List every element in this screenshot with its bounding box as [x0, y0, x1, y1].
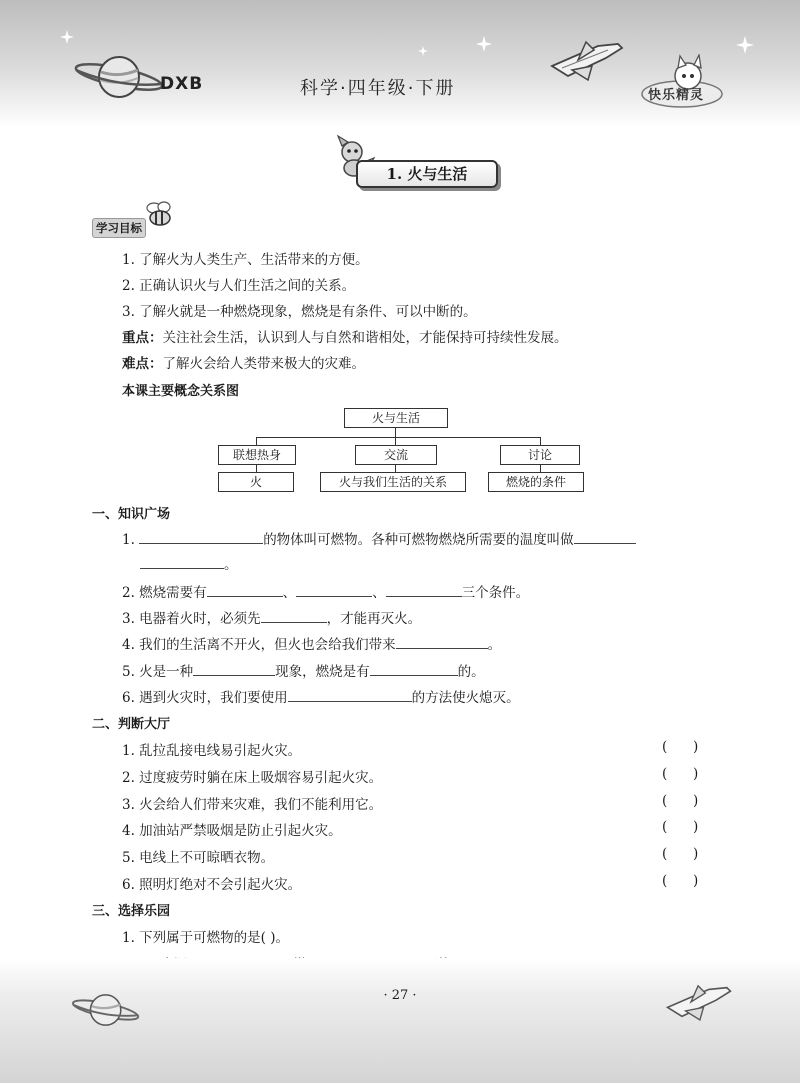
answer-blank[interactable]: [140, 556, 224, 569]
connector-line: [256, 465, 257, 472]
concept-leaf: 火与我们生活的关系: [320, 472, 466, 492]
fill-question-1: [122, 528, 636, 548]
concept-branch: 讨论: [500, 445, 580, 465]
connector-line: [256, 437, 541, 438]
fill-question-3: [122, 607, 421, 627]
question-text: 6. 遇到火灾时，我们要使用: [122, 690, 288, 706]
question-text: 现象，燃烧是有: [275, 664, 370, 680]
question-text: 三个条件。: [461, 585, 530, 601]
question-text: ，才能再灭火。: [326, 611, 422, 627]
answer-blank[interactable]: [574, 531, 636, 544]
question-text: 5. 火是一种: [122, 664, 194, 680]
connector-line: [395, 465, 396, 472]
question-text: 4. 我们的生活离不开火，但火也会给我们带来: [122, 637, 396, 653]
answer-blank[interactable]: [139, 531, 263, 544]
difficulty-text: 了解火会给人类带来极大的灾难。: [162, 356, 365, 372]
learning-goals-tag: 学习目标: [92, 218, 146, 238]
question-text: 的。: [457, 664, 485, 680]
answer-blank[interactable]: [193, 663, 275, 676]
fill-question-4: [122, 633, 501, 653]
separator: 、: [282, 585, 297, 601]
connector-line: [256, 437, 257, 445]
answer-parentheses[interactable]: ( ): [662, 846, 699, 862]
judgment-item: 1. 乱拉乱接电线易引起火灾。: [122, 743, 302, 759]
judgment-item: 6. 照明灯绝对不会引起火灾。: [122, 877, 302, 893]
concept-map-title: 本课主要概念关系图: [122, 384, 240, 399]
answer-blank[interactable]: [261, 610, 327, 623]
answer-blank[interactable]: [370, 663, 458, 676]
answer-blank[interactable]: [386, 584, 462, 597]
question-text: 2. 燃烧需要有: [122, 585, 207, 601]
fill-question-2: [122, 581, 529, 601]
section-title-judgment: 二、判断大厅: [92, 717, 171, 732]
goal-item: 2. 正确认识火与人们生活之间的关系。: [122, 278, 356, 294]
connector-line: [395, 437, 396, 445]
question-number: 1.: [122, 532, 135, 548]
choice-question: 1. 下列属于可燃物的是( )。: [122, 930, 289, 946]
sparkle-icon: [736, 36, 754, 54]
question-text: 的方法使火熄灭。: [411, 690, 520, 706]
connector-line: [540, 437, 541, 445]
answer-parentheses[interactable]: ( ): [662, 819, 699, 835]
concept-root: 火与生活: [344, 408, 448, 428]
connector-line: [395, 428, 396, 437]
answer-blank[interactable]: [296, 584, 372, 597]
separator: 、: [372, 585, 386, 601]
key-point-label: 重点：: [122, 330, 163, 346]
answer-blank[interactable]: [396, 636, 488, 649]
planet-icon: [72, 48, 167, 106]
difficulty-point: [122, 352, 365, 372]
key-point: [122, 326, 568, 346]
concept-leaf: 火: [218, 472, 294, 492]
page-number: · 27 ·: [383, 988, 417, 1003]
question-text: 。: [224, 557, 238, 573]
sparkle-icon: [476, 36, 492, 52]
space-shuttle-icon: [548, 36, 626, 84]
lesson-title: 1. 火与生活: [356, 160, 498, 188]
fill-question-6: [122, 686, 520, 706]
brand-code: DXB: [160, 74, 204, 94]
goal-item: 3. 了解火就是一种燃烧现象，燃烧是有条件、可以中断的。: [122, 304, 477, 320]
logo-text: 快乐精灵: [648, 88, 705, 103]
space-shuttle-icon: [664, 980, 734, 1024]
concept-branch: 交流: [355, 445, 437, 465]
book-title: 科学·四年级·下册: [300, 78, 456, 99]
judgment-item: 4. 加油站严禁吸烟是防止引起火灾。: [122, 823, 342, 839]
sparkle-icon: [418, 46, 428, 56]
fill-question-1-cont: [140, 553, 238, 573]
section-title-choice: 三、选择乐园: [92, 904, 171, 919]
judgment-item: 2. 过度疲劳时躺在床上吸烟容易引起火灾。: [122, 770, 383, 786]
judgment-item: 5. 电线上不可晾晒衣物。: [122, 850, 275, 866]
bee-icon: [144, 200, 176, 228]
concept-leaf: 燃烧的条件: [488, 472, 584, 492]
answer-parentheses[interactable]: ( ): [662, 873, 699, 889]
answer-parentheses[interactable]: ( ): [662, 793, 699, 809]
section-title-knowledge: 一、知识广场: [92, 507, 171, 522]
answer-blank[interactable]: [207, 584, 283, 597]
judgment-item: 3. 火会给人们带来灾难，我们不能利用它。: [122, 797, 383, 813]
answer-parentheses[interactable]: ( ): [662, 766, 699, 782]
connector-line: [540, 465, 541, 472]
answer-blank[interactable]: [288, 689, 412, 702]
question-text: 。: [487, 637, 502, 653]
answer-parentheses[interactable]: ( ): [662, 739, 699, 755]
key-point-text: 关注社会生活，认识到人与自然和谐相处，才能保持可持续性发展。: [162, 330, 568, 346]
goal-item: 1. 了解火为人类生产、生活带来的方便。: [122, 252, 369, 268]
question-text: 的物体叫可燃物。各种可燃物燃烧所需要的温度叫做: [263, 532, 574, 548]
question-text: 3. 电器着火时，必须先: [122, 611, 261, 627]
fill-question-5: [122, 660, 485, 680]
concept-branch: 联想热身: [218, 445, 296, 465]
difficulty-label: 难点：: [122, 356, 163, 372]
sparkle-icon: [60, 30, 74, 44]
